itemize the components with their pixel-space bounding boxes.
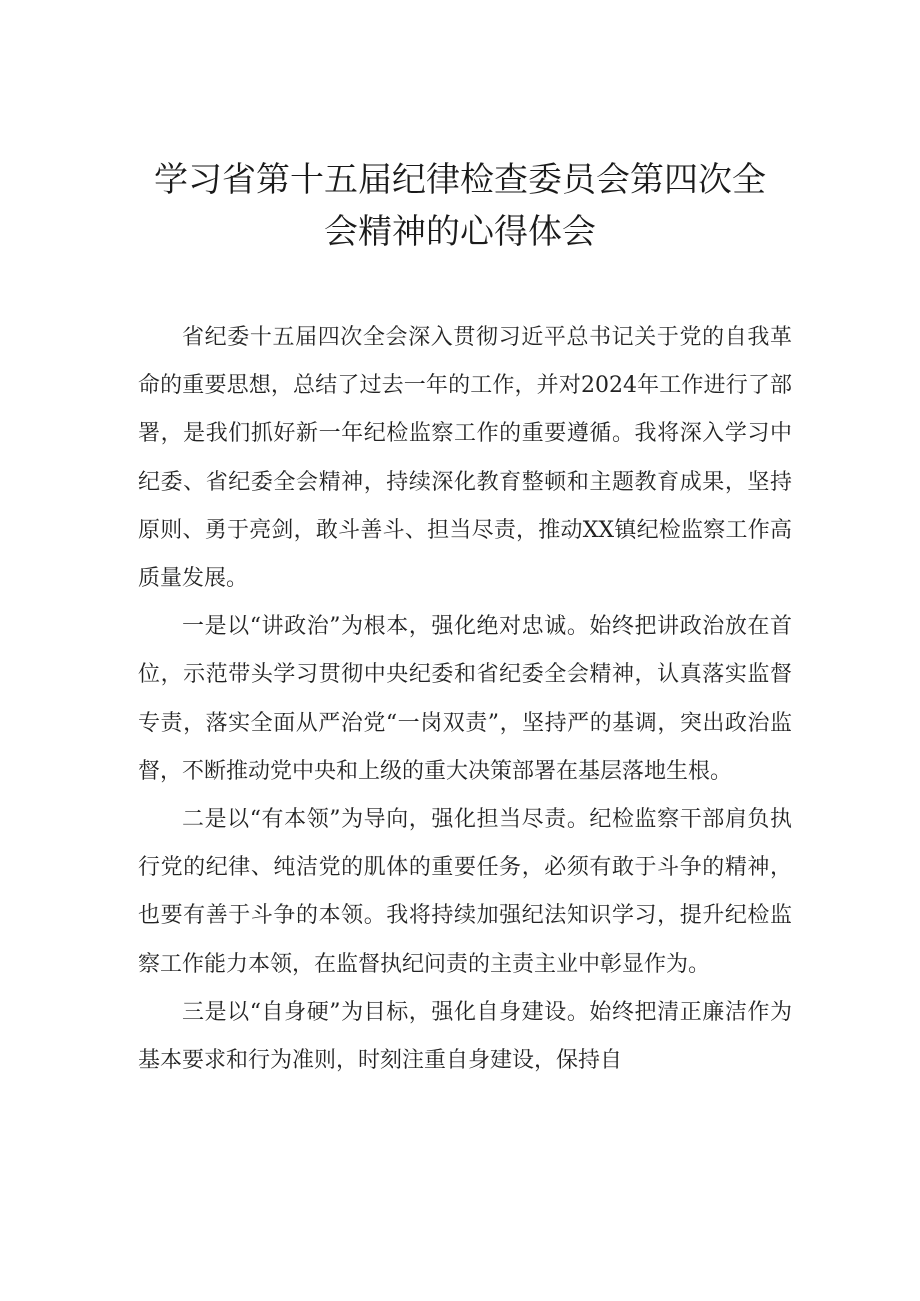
document-title-line-1: 学习省第十五届纪律检查委员会第四次全 — [154, 160, 766, 200]
document-body — [138, 314, 792, 1085]
document-title — [0, 154, 920, 258]
paragraph-point-three: 三是以“自身硬”为目标，强化自身建设。始终把清正廉洁作为基本要求和行为准则，时刻注重自身建设，保持自 — [138, 999, 792, 1074]
paragraph-point-one: 一是以“讲政治”为根本，强化绝对忠诚。始终把讲政治放在首位，示范带头学习贯彻中央纪委和省纪委全会精神，认真落实监督专责，落实全面从严治党“一岗双责”，坚持严的基调，突出政治监督，不断推动党中央和上级的重大决策部署在基层落地生根。 — [138, 614, 792, 784]
paragraph-intro: 省纪委十五届四次全会深入贯彻习近平总书记关于党的自我革命的重要思想，总结了过去一年的工作，并对2024年工作进行了部署，是我们抓好新一年纪检监察工作的重要遵循。我将深入学习中纪委、省纪委全会精神，持续深化教育整顿和主题教育成果，坚持原则、勇于亮剑，敢斗善斗、担当尽责，推动XX镇纪检监察工作高质量发展。 — [138, 325, 792, 592]
document-title-line-2: 会精神的心得体会 — [324, 212, 596, 252]
paragraph-point-two: 二是以“有本领”为导向，强化担当尽责。纪检监察干部肩负执行党的纪律、纯洁党的肌体的重要任务，必须有敢于斗争的精神，也要有善于斗争的本领。我将持续加强纪法知识学习，提升纪检监察工作能力本领，在监督执纪问责的主责主业中彰显作为。 — [138, 807, 792, 977]
